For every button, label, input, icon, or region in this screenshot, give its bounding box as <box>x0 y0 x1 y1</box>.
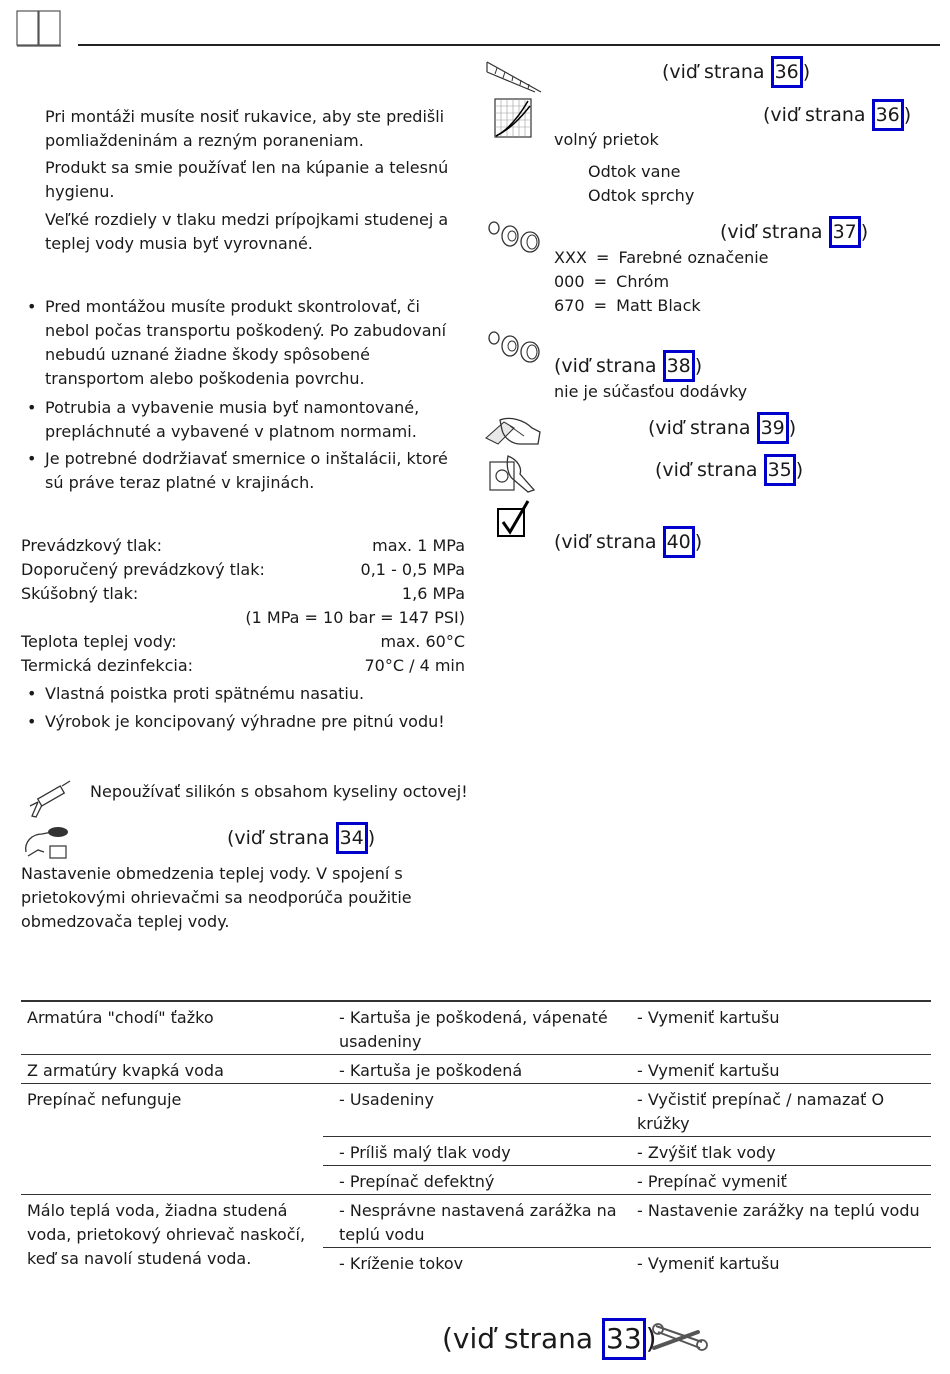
book-icon <box>16 10 62 48</box>
page-link-36[interactable]: 36 <box>771 56 803 88</box>
remedy-cell: - Prepínač vymeniť <box>625 1166 931 1195</box>
spec-row: Termická dezinfekcia: 70°C / 4 min <box>21 656 465 675</box>
spec-row: Prevádzkový tlak: max. 1 MPa <box>21 536 465 555</box>
list-item: • Je potrebné dodržiavať smernice o inštalácii, ktoré sú práve teraz platné v krajinách. <box>27 449 448 492</box>
list-item: Odtok vane <box>588 162 681 181</box>
hot-water-limit-note: Nastavenie obmedzenia teplej vody. V spojení s prietokovými ohrievačmi sa neodporúča použitie obmedzovača teplej vody. <box>21 864 412 931</box>
safety-text-usage: Produkt sa smie používať len na kúpanie a telesnú hygienu. <box>45 158 449 201</box>
table-row <box>21 1137 931 1166</box>
safety-text-gloves: Pri montáži musíte nosiť rukavice, aby ste predišli pomliaždeninám a rezným poraneniam. <box>45 107 445 150</box>
problem-cell: Málo teplá voda, žiadna studená voda, prietokový ohrievač naskočí, keď sa navolí studená voda. <box>27 1201 306 1268</box>
page-reference: (viď strana 33 ) <box>442 1318 657 1360</box>
page-reference: (viď strana 36 ) <box>662 56 810 88</box>
color-code-row: 670 = Matt Black <box>554 296 701 315</box>
ruler-icon <box>485 58 543 94</box>
remedy-cell: - Vymeniť kartušu <box>625 1248 931 1277</box>
checkbox-check-icon <box>497 500 531 538</box>
page-reference: (viď strana 35 ) <box>655 454 803 486</box>
table-row <box>21 1001 931 1055</box>
wrench-icon <box>652 1318 708 1356</box>
page-link-34[interactable]: 34 <box>336 822 368 854</box>
troubleshooting-table <box>21 1000 931 1276</box>
cartridge-parts-icon <box>486 218 542 254</box>
table-row <box>21 1195 931 1248</box>
page-link-38[interactable]: 38 <box>663 350 695 382</box>
page-link-37[interactable]: 37 <box>829 216 861 248</box>
list-item: • Výrobok je koncipovaný výhradne pre pitnú vodu! <box>27 712 445 731</box>
service-hand-icon <box>488 454 538 494</box>
remedy-cell: - Nastavenie zarážky na teplú vodu <box>637 1201 920 1220</box>
page-link-36[interactable]: 36 <box>872 99 904 131</box>
cause-cell: - Kartuša je poškodená <box>339 1061 523 1080</box>
table-row <box>21 1055 931 1084</box>
page-link-35[interactable]: 35 <box>764 454 796 486</box>
cause-cell: - Kartuša je poškodená, vápenaté usadeniny <box>339 1008 608 1051</box>
flow-diagram-icon <box>494 98 532 138</box>
safety-text-pressure: Veľké rozdiely v tlaku medzi prípojkami studenej a teplej vody musia byť vyrovnané. <box>45 210 449 253</box>
table-row <box>21 1084 931 1137</box>
color-code-row: 000 = Chróm <box>554 272 670 291</box>
problem-cell <box>21 1137 323 1166</box>
problem-cell: Armatúra "chodí" ťažko <box>27 1008 214 1027</box>
problem-cell <box>21 1166 323 1195</box>
page-link-33[interactable]: 33 <box>602 1318 646 1360</box>
list-item: Odtok sprchy <box>588 186 695 205</box>
silicone-gun-icon <box>24 780 72 820</box>
not-included-note: nie je súčasťou dodávky <box>554 382 748 401</box>
page-reference: (viď strana 38 ) <box>554 350 702 382</box>
cause-cell: - Nesprávne nastavená zarážka na teplú vodu <box>339 1201 617 1244</box>
page-link-40[interactable]: 40 <box>663 526 695 558</box>
page-reference: (viď strana 39 ) <box>648 412 796 444</box>
silicone-warning: Nepoužívať silikón s obsahom kyseliny octovej! <box>90 782 468 801</box>
list-item: • Potrubia a vybavenie musia byť namontované, prepláchnuté a vybavené v platnom normami. <box>27 398 420 441</box>
page-reference: (viď strana 40 ) <box>554 526 702 558</box>
remedy-cell: - Zvýšiť tlak vody <box>625 1137 931 1166</box>
problem-cell: Prepínač nefunguje <box>27 1090 182 1109</box>
cause-cell: - Prepínač defektný <box>323 1166 625 1195</box>
cause-cell: - Kríženie tokov <box>323 1248 625 1277</box>
table-row <box>21 1166 931 1195</box>
page-reference: (viď strana 37 ) <box>720 216 868 248</box>
cause-cell: - Príliš malý tlak vody <box>323 1137 625 1166</box>
cleaning-hand-icon <box>484 414 542 450</box>
list-item: • Vlastná poistka proti spätnému nasatiu. <box>27 684 365 703</box>
header-rule <box>78 44 940 46</box>
problem-cell: Z armatúry kvapká voda <box>27 1061 224 1080</box>
list-item: • Pred montážou musíte produkt skontrolovať, či nebol počas transportu poškodený. Po zabudovaní nebudú uznané žiadne škody spôsobené transportom alebo poškodenia povrchu. <box>27 297 447 388</box>
page-reference: (viď strana 34 ) <box>227 822 375 854</box>
cause-cell: - Usadeniny <box>339 1090 434 1109</box>
thermostat-hand-icon <box>22 822 72 862</box>
color-code-row: XXX = Farebné označenie <box>554 248 769 267</box>
page-link-39[interactable]: 39 <box>757 412 789 444</box>
remedy-cell: - Vymeniť kartušu <box>637 1008 780 1027</box>
spec-row: Skúšobný tlak: 1,6 MPa <box>21 584 465 603</box>
cartridge-parts-icon <box>486 328 542 364</box>
flow-label: volný prietok <box>554 130 659 149</box>
spec-row: (1 MPa = 10 bar = 147 PSI) <box>245 608 465 627</box>
page-reference: (viď strana 36 ) <box>763 99 911 131</box>
remedy-cell: - Vymeniť kartušu <box>637 1061 780 1080</box>
remedy-cell: - Vyčistiť prepínač / namazať O krúžky <box>637 1090 885 1133</box>
spec-row: Doporučený prevádzkový tlak: 0,1 - 0,5 MPa <box>21 560 465 579</box>
spec-row: Teplota teplej vody: max. 60°C <box>21 632 465 651</box>
